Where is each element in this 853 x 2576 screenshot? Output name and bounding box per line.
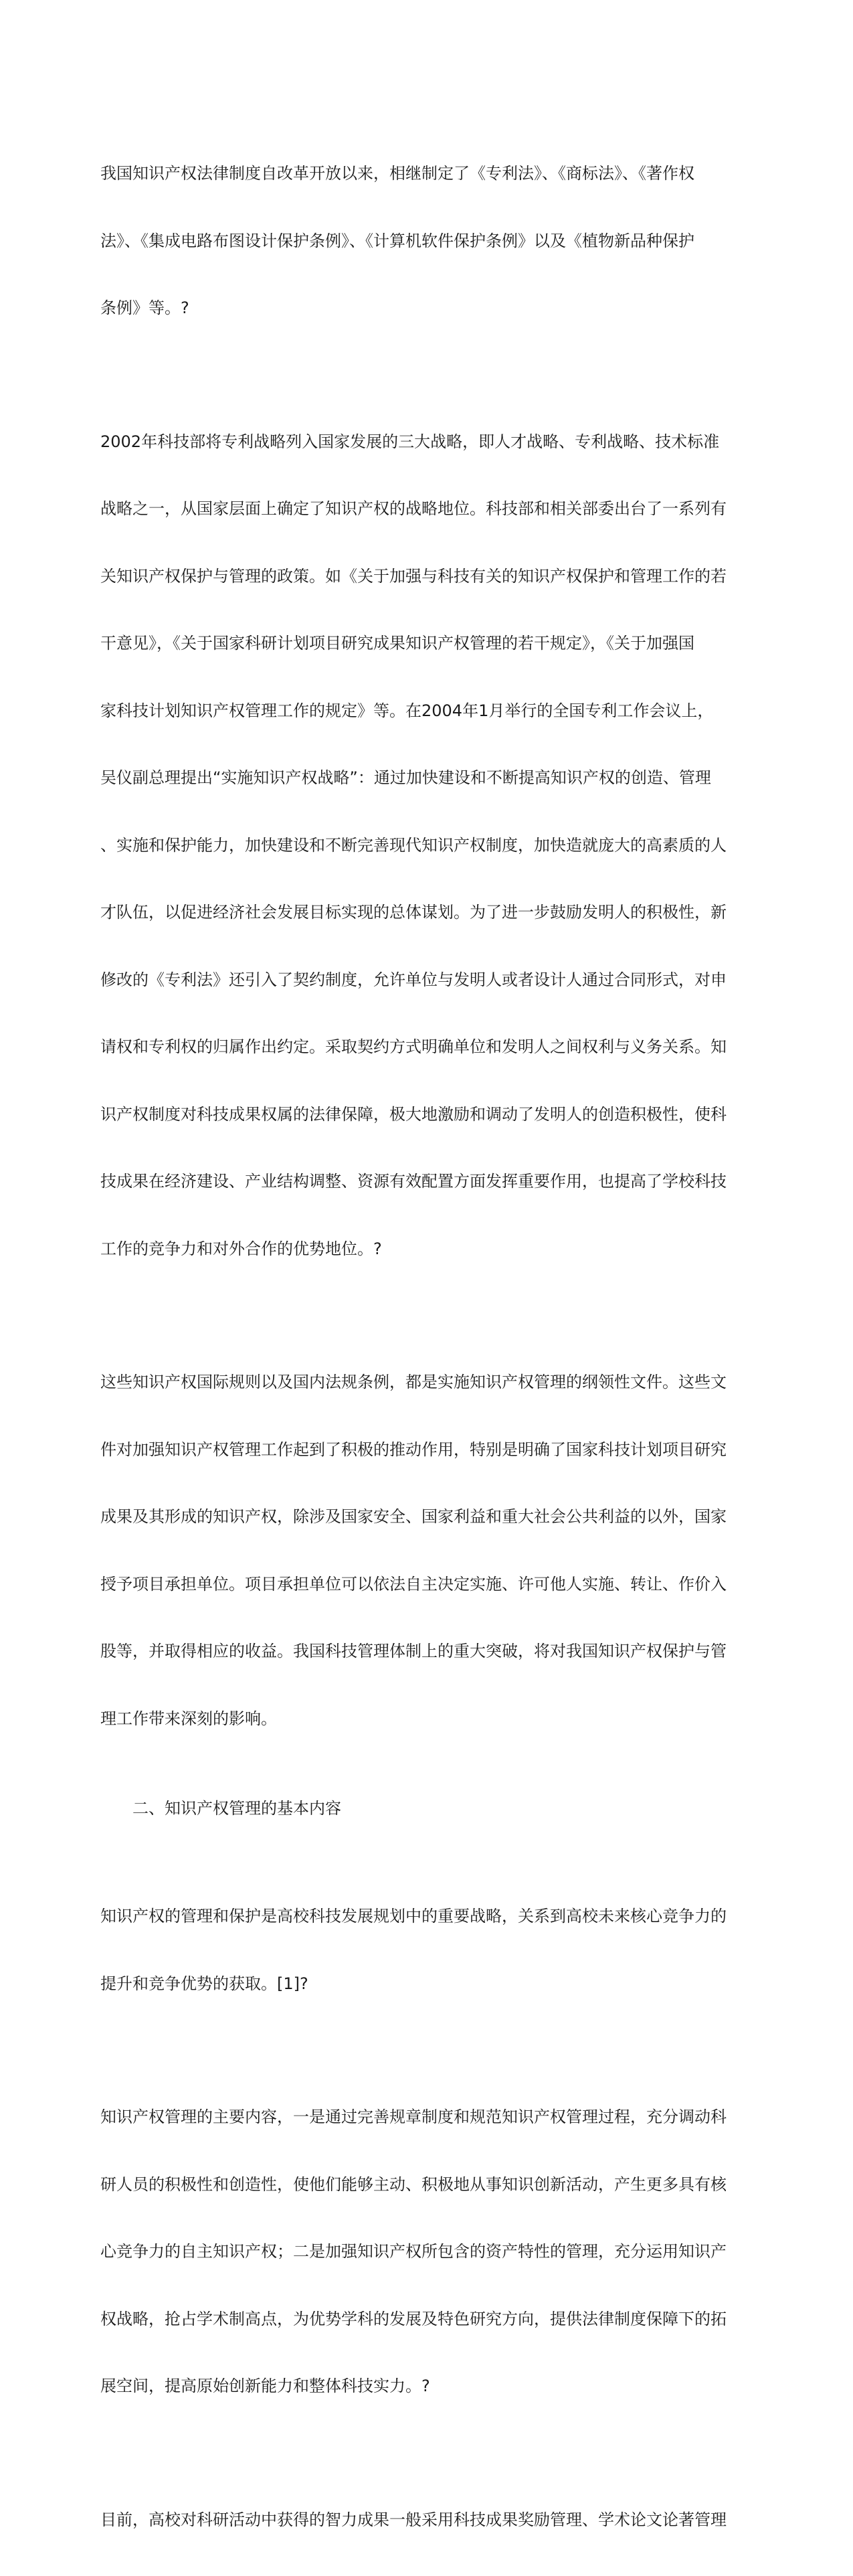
- text-line: 授予项目承担单位。项目承担单位可以依法自主决定实施、许可他人实施、转让、作价入: [100, 1573, 748, 1596]
- text-line: 心竞争力的自主知识产权；二是加强知识产权所包含的资产特性的管理，充分运用知识产: [100, 2241, 748, 2263]
- paragraph-legal-history: [100, 118, 748, 365]
- text-line: 法》、《集成电路布图设计保护条例》、《计算机软件保护条例》以及《植物新品种保护: [100, 230, 748, 253]
- text-line: 请权和专利权的归属作出约定。采取契约方式明确单位和发明人之间权利与义务关系。知: [100, 1036, 748, 1059]
- text-line: 才队伍，以促进经济社会发展目标实现的总体谋划。为了进一步鼓励发明人的积极性，新: [100, 901, 748, 924]
- paragraph-regulations: [100, 1326, 748, 1775]
- text-line: 条例》等。?: [100, 297, 748, 320]
- text-line: 成果及其形成的知识产权，除涉及国家安全、国家利益和重大社会公共利益的以外，国家: [100, 1506, 748, 1529]
- text-line: 我国知识产权法律制度自改革开放以来，相继制定了《专利法》、《商标法》、《著作权: [100, 163, 748, 185]
- document-page: [100, 118, 748, 2576]
- text-line: 目前，高校对科研活动中获得的智力成果一般采用科技成果奖励管理、学术论文论著管理: [100, 2509, 748, 2532]
- paragraph-importance: [100, 1861, 748, 2040]
- paragraph-patent-strategy: [100, 386, 748, 1306]
- text-line: 干意见》，《关于国家科研计划项目研究成果知识产权管理的若干规定》，《关于加强国: [100, 632, 748, 655]
- text-line: 吴仪副总理提出“实施知识产权战略”：通过加快建设和不断提高知识产权的创造、管理: [100, 767, 748, 790]
- text-line: 知识产权管理的主要内容，一是通过完善规章制度和规范知识产权管理过程，充分调动科: [100, 2106, 748, 2129]
- paragraph-main-content: [100, 2061, 748, 2443]
- text-line: 理工作带来深刻的影响。: [100, 1708, 748, 1731]
- text-line: 战略之一，从国家层面上确定了知识产权的战略地位。科技部和相关部委出台了一系列有: [100, 498, 748, 521]
- text-line: 件对加强知识产权管理工作起到了积极的推动作用，特别是明确了国家科技计划项目研究: [100, 1439, 748, 1462]
- text-line: 识产权制度对科技成果权属的法律保障，极大地激励和调动了发明人的创造积极性，使科: [100, 1104, 748, 1126]
- text-line: 这些知识产权国际规则以及国内法规条例，都是实施知识产权管理的纲领性文件。这些文: [100, 1371, 748, 1394]
- text-line: 修改的《专利法》还引入了契约制度，允许单位与发明人或者设计人通过合同形式，对申: [100, 969, 748, 992]
- text-line: 家科技计划知识产权管理工作的规定》等。在2004年1月举行的全国专利工作会议上，: [100, 700, 748, 723]
- text-line: 研人员的积极性和创造性，使他们能够主动、积极地从事知识创新活动，产生更多具有核: [100, 2174, 748, 2197]
- text-line: 权战略，抢占学术制高点，为优势学科的发展及特色研究方向，提供法律制度保障下的拓: [100, 2308, 748, 2331]
- text-line: 展空间，提高原始创新能力和整体科技实力。?: [100, 2375, 748, 2398]
- text-line: 知识产权的管理和保护是高校科技发展规划中的重要战略，关系到高校未来核心竞争力的: [100, 1905, 748, 1928]
- paragraph-current-practice: [100, 2464, 748, 2576]
- text-line: 关知识产权保护与管理的政策。如《关于加强与科技有关的知识产权保护和管理工作的若: [100, 566, 748, 588]
- text-line: 技成果在经济建设、产业结构调整、资源有效配置方面发挥重要作用，也提高了学校科技: [100, 1171, 748, 1193]
- text-line: 股等，并取得相应的收益。我国科技管理体制上的重大突破，将对我国知识产权保护与管: [100, 1640, 748, 1663]
- text-line: 、实施和保护能力，加快建设和不断完善现代知识产权制度，加快造就庞大的高素质的人: [100, 835, 748, 857]
- text-line: 工作的竞争力和对外合作的优势地位。?: [100, 1238, 748, 1261]
- text-line: 提升和竞争优势的获取。[1]?: [100, 1973, 748, 1996]
- text-line: 2002年科技部将专利战略列入国家发展的三大战略，即人才战略、专利战略、技术标准: [100, 431, 748, 454]
- section-heading: 二、知识产权管理的基本内容: [132, 1795, 748, 1822]
